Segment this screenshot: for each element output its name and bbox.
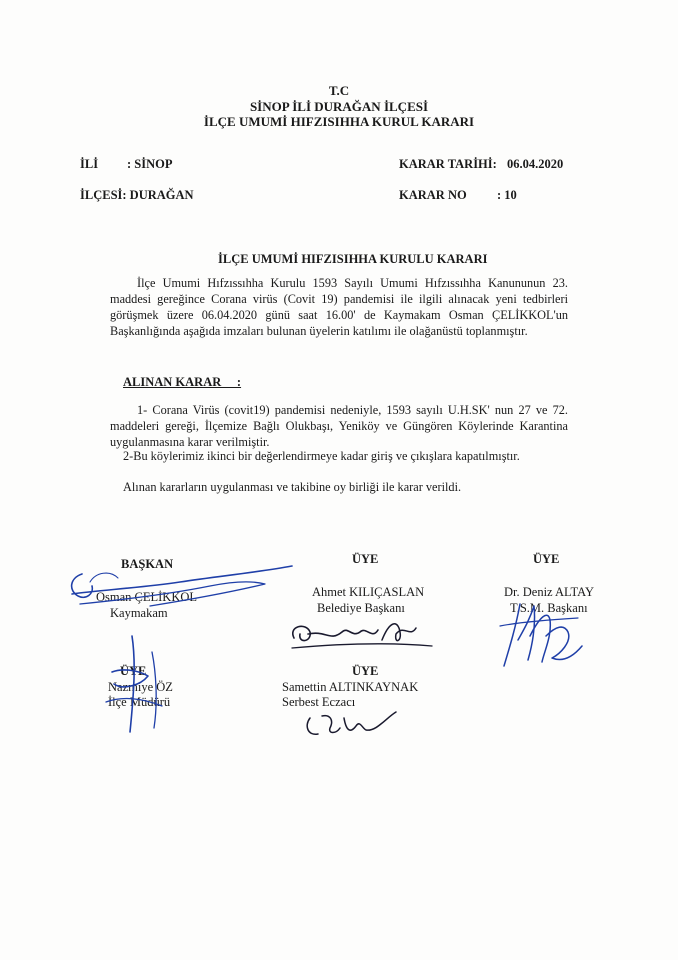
header-council-title: İLÇE UMUMİ HIFZISIHHA KURUL KARARI [203, 114, 475, 129]
decision-heading: ALINAN KARAR : [123, 375, 242, 389]
header-province-district: SİNOP İLİ DURAĞAN İLÇESİ [249, 99, 429, 114]
decision-item-1 [110, 402, 568, 450]
uye3-name: Nazmiye ÖZ [108, 680, 173, 694]
uye4-role: ÜYE [352, 664, 379, 678]
karar-tarihi-label: KARAR TARİHİ: [399, 157, 497, 171]
uye4-signature-drawing [300, 704, 410, 744]
decision-item-2: 2-Bu köylerimiz ikinci bir değerlendirmeye kadar giriş ve çıkışlara kapatılmıştır. [123, 449, 520, 463]
uye1-title: Belediye Başkanı [317, 601, 405, 615]
uye2-name: Dr. Deniz ALTAY [504, 585, 595, 599]
karar-no-label: KARAR NO [399, 188, 467, 202]
uye3-signature-drawing [92, 632, 182, 742]
baskan-title: Kaymakam [110, 606, 168, 620]
uye4-name: Samettin ALTINKAYNAK [282, 680, 419, 694]
uye4-title: Serbest Eczacı [282, 695, 356, 709]
uye2-signature-drawing [490, 596, 590, 676]
baskan-name: Osman ÇELİKKOL [96, 590, 198, 604]
intro-paragraph [110, 275, 568, 339]
intro-text: İlçe Umumi Hıfzıssıhha Kurulu 1593 Sayılı Umumi Hıfzıssıhha Kanununun 23. maddesi gereğince Corana virüs (Covit 19) pandemisi ile ilgili alınacak yeni tedbirleri görüşmek üzere 06.04.2020 günü saat 16.00' de Kaymakam Osman ÇELİKKOL'un Başkanlığında aşağıda imzaları bulunan üyelerin katılımı ile olağanüstü toplanmıştır. [110, 276, 568, 338]
uye3-role: ÜYE [120, 664, 147, 678]
uye1-role: ÜYE [352, 552, 379, 566]
decision-item-1-text: 1- Corana Virüs (covit19) pandemisi nedeniyle, 1593 sayılı U.H.SK' nun 27 ve 72. maddeleri gereği, İlçemize Bağlı Olukbaşı, Yeniköy ve Güngören Köylerinde Karantina uygulanmasına karar verilmiştir. [110, 403, 568, 449]
uye2-title: T.S.M. Başkanı [510, 601, 588, 615]
karar-no-value: : 10 [497, 188, 517, 202]
baskan-signature-drawing [60, 560, 300, 620]
ilce-label: İLÇESİ: DURAĞAN [80, 188, 194, 202]
il-value: : SİNOP [127, 157, 173, 171]
header-tc: T.C [328, 83, 350, 98]
decision-closing: Alınan kararların uygulanması ve takibine oy birliği ile karar verildi. [123, 480, 462, 494]
uye3-title: İlçe Müdürü [108, 695, 171, 709]
section-title: İLÇE UMUMİ HIFZISIHHA KURULU KARARI [218, 252, 488, 266]
karar-tarihi-value: 06.04.2020 [507, 157, 564, 171]
uye1-signature-drawing [286, 612, 436, 662]
uye1-name: Ahmet KILIÇASLAN [312, 585, 425, 599]
il-label: İLİ [80, 157, 99, 171]
baskan-role: BAŞKAN [121, 557, 174, 571]
uye2-role: ÜYE [533, 552, 560, 566]
